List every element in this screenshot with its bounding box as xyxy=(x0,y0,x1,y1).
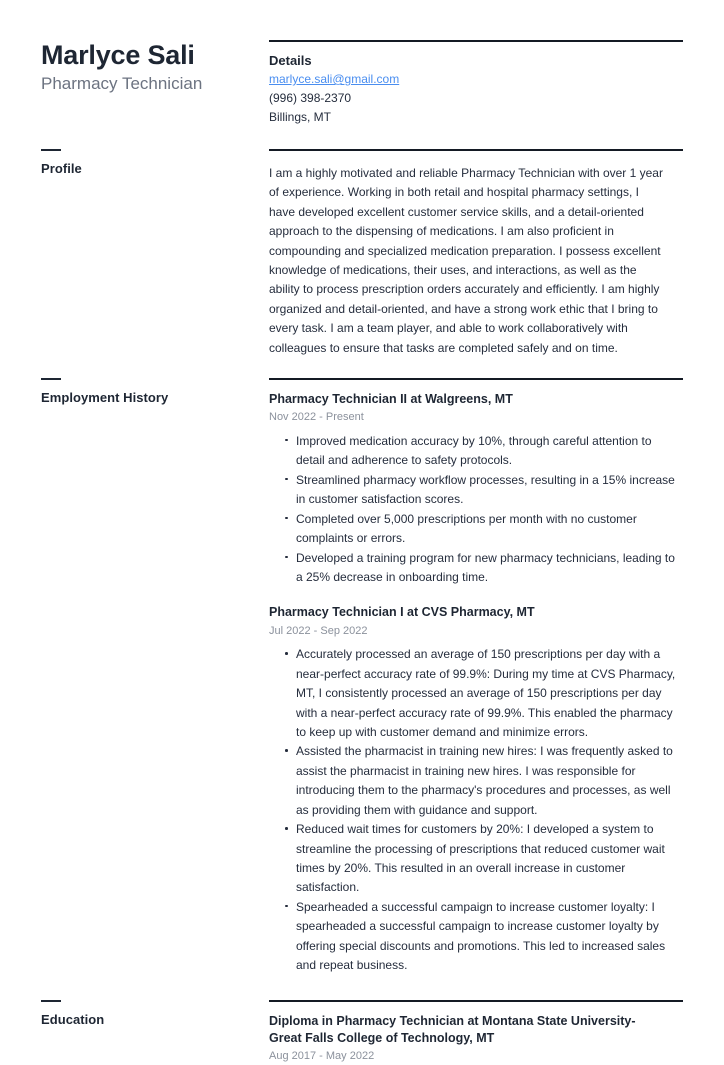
profile-label-column xyxy=(41,149,269,177)
education-section xyxy=(41,1000,683,1065)
employment-entry xyxy=(269,604,683,975)
bullet-item: Reduced wait times for customers by 20%: I developed a system to streamline the processing of prescriptions that reduced customer wait times by 20%. This resulted in an overall increase in customer satisfaction. xyxy=(285,820,683,898)
resume-header xyxy=(41,0,683,127)
candidate-job-title: Pharmacy Technician xyxy=(41,74,203,94)
education-section-label: Education xyxy=(41,1011,105,1027)
education-content-column xyxy=(269,1000,683,1065)
section-dash-icon xyxy=(41,378,61,380)
candidate-name: Marlyce Sali xyxy=(41,40,195,70)
details-phone: (996) 398-2370 xyxy=(269,90,352,105)
employment-section xyxy=(41,378,683,975)
section-dash-icon xyxy=(41,149,61,151)
details-rule xyxy=(269,40,683,42)
details-heading: Details xyxy=(269,53,312,68)
employment-entry-bullets xyxy=(269,645,683,975)
employment-entry-date: Nov 2022 - Present xyxy=(269,411,364,424)
bullet-item: Completed over 5,000 prescriptions per month with no customer complaints or errors. xyxy=(285,510,683,549)
profile-section xyxy=(41,149,683,358)
profile-content-column xyxy=(269,149,683,358)
employment-entry-title: Pharmacy Technician II at Walgreens, MT xyxy=(269,392,513,407)
bullet-item: Streamlined pharmacy workflow processes, resulting in a 15% increase in customer satisfaction scores. xyxy=(285,471,683,510)
employment-section-label: Employment History xyxy=(41,390,169,406)
education-entry-title: Diploma in Pharmacy Technician at Montana State University-Great Falls College of Technology, MT xyxy=(269,1013,636,1045)
education-entry-date: Aug 2017 - May 2022 xyxy=(269,1050,375,1063)
education-entry xyxy=(269,1013,683,1065)
header-identity xyxy=(41,40,269,95)
education-label-column xyxy=(41,1000,269,1028)
employment-entry-title: Pharmacy Technician I at CVS Pharmacy, MT xyxy=(269,605,535,620)
employment-label-column xyxy=(41,378,269,406)
bullet-item: Assisted the pharmacist in training new hires: I was frequently asked to assist the pharmacist in training new hires. I was responsible for introducing them to the pharmacy's procedures and processes, as well as providing them with guidance and support. xyxy=(285,742,683,820)
employment-entry-bullets xyxy=(269,432,683,588)
profile-text: I am a highly motivated and reliable Pharmacy Technician with over 1 year of experience. Working in both retail and hospital pharmacy settings, I have developed excellent customer service skills, and a detail-oriented approach to the dispensing of medications. I am also proficient in compounding and specialized medication preparation. I possess excellent knowledge of medications, their uses, and interactions, as well as the ability to process prescription orders accurately and efficiently. I am highly organized and detail-oriented, and have a strong work ethic that I bring to every task. I am a team player, and able to work collaboratively with colleagues to ensure that tasks are completed safely and on time. xyxy=(269,165,663,355)
bullet-item: Accurately processed an average of 150 prescriptions per day with a near-perfect accuracy rate of 99.9%: During my time at CVS Pharmacy, MT, I consistently processed an average of 150 prescriptions per day with a near-perfect accuracy rate of 99.9%. This enabled the pharmacy to keep up with customer demand and minimize errors. xyxy=(285,645,683,742)
details-email-row xyxy=(269,70,683,89)
email-link[interactable]: marlyce.sali@gmail.com xyxy=(269,72,400,86)
employment-entry xyxy=(269,391,683,587)
bullet-item: Spearheaded a successful campaign to increase customer loyalty: I spearheaded a successful campaign to increase customer loyalty by offering special discounts and promotions. This led to increased sales and repeat business. xyxy=(285,898,683,976)
details-section xyxy=(269,40,683,127)
details-location: Billings, MT xyxy=(269,109,332,124)
profile-section-label: Profile xyxy=(41,160,82,176)
section-dash-icon xyxy=(41,1000,61,1002)
employment-content-column xyxy=(269,378,683,975)
employment-entry-date: Jul 2022 - Sep 2022 xyxy=(269,624,368,637)
bullet-item: Improved medication accuracy by 10%, through careful attention to detail and adherence to safety protocols. xyxy=(285,432,683,471)
bullet-item: Developed a training program for new pharmacy technicians, leading to a 25% decrease in onboarding time. xyxy=(285,549,683,588)
